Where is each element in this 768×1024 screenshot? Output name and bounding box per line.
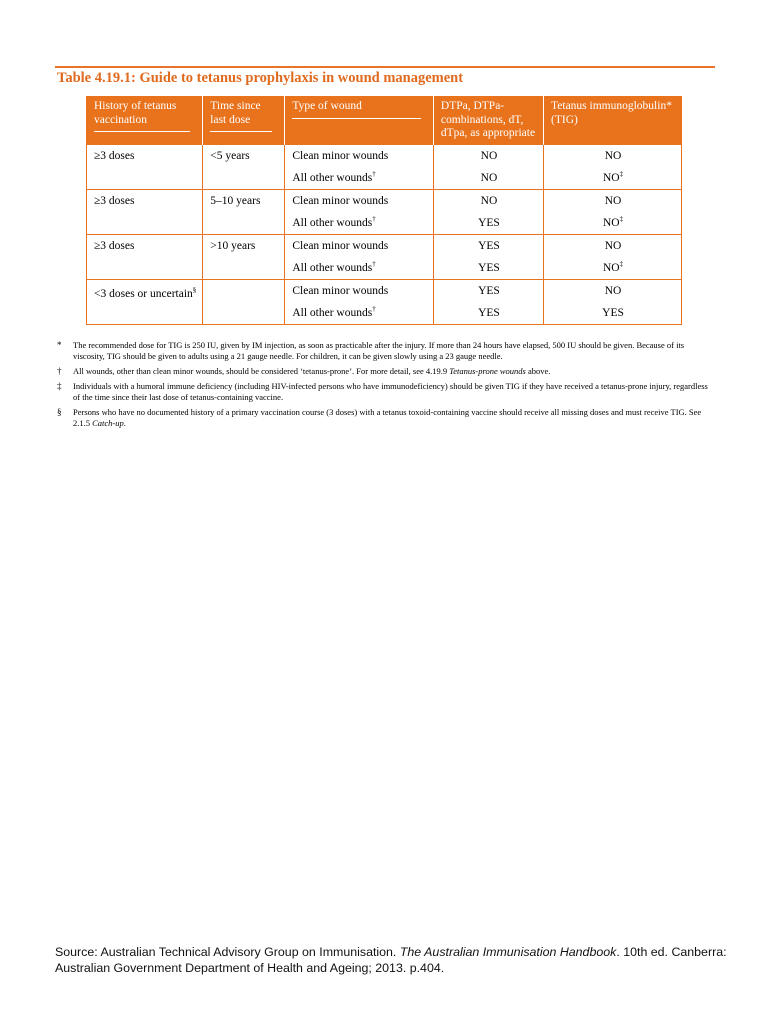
vaccine-value: YES — [478, 216, 500, 229]
tig-cell — [544, 189, 682, 234]
vaccine-value: YES — [478, 306, 500, 319]
tig-line — [551, 145, 675, 167]
source-citation — [55, 944, 735, 976]
time-cell — [203, 234, 285, 279]
tig-cell — [544, 279, 682, 324]
tig-cell — [544, 145, 682, 190]
history-mark: § — [192, 285, 197, 294]
tig-line — [551, 257, 675, 279]
tig-cell — [544, 234, 682, 279]
footnote-symbol: * — [57, 340, 62, 350]
tig-line — [551, 167, 675, 189]
header-tig-label: Tetanus immunoglobulin* (TIG) — [551, 100, 672, 126]
history-value: ≥3 doses — [94, 194, 135, 207]
footnote-body: The recommended dose for TIG is 250 IU, given by IM injection, as soon as practicable after the injury. If more than 24 hours have elapsed, 500 IU should be given. Because of its viscosity, TIG should be given to adults using a 21 gauge needle. For children, it can be given slowly using a 23 gauge needle. — [73, 340, 685, 361]
source-prefix: Source: Australian Technical Advisory Group on Immunisation. — [55, 945, 400, 959]
vaccine-cell — [433, 279, 543, 324]
footnote — [57, 381, 717, 403]
header-wound-type-label: Type of wound — [292, 100, 362, 112]
time-value: <5 years — [210, 149, 250, 162]
table-row — [87, 279, 682, 324]
history-value: <3 doses or uncertain — [94, 287, 193, 300]
tig-value: NO — [602, 216, 620, 229]
wound-cell — [285, 279, 434, 324]
time-cell — [203, 145, 285, 190]
tig-mark: ‡ — [619, 214, 624, 223]
tig-line — [551, 302, 675, 324]
wound-line — [292, 212, 427, 234]
table-row — [87, 234, 682, 279]
history-value: ≥3 doses — [94, 239, 135, 252]
footnote-body: All wounds, other than clean minor wounds, should be considered ‘tetanus-prone’. For more detail, see 4.19.9 — [73, 366, 450, 376]
tig-line — [551, 190, 675, 212]
footnote-symbol: ‡ — [57, 381, 62, 391]
tig-value: NO — [604, 284, 622, 297]
time-value: >10 years — [210, 239, 256, 252]
history-cell — [87, 279, 203, 324]
wound-value: Clean minor wounds — [292, 149, 389, 162]
header-history — [87, 96, 203, 145]
footnote — [57, 366, 717, 377]
wound-line — [292, 235, 427, 257]
wound-line — [292, 257, 427, 279]
wound-mark: † — [372, 259, 376, 268]
wound-value: All other wounds — [292, 261, 373, 274]
vaccine-value: YES — [478, 284, 500, 297]
footnote-symbol: § — [57, 407, 62, 417]
footnote-text — [73, 407, 717, 429]
table-row — [87, 145, 682, 190]
tig-value: NO — [604, 194, 622, 207]
wound-value: Clean minor wounds — [292, 194, 389, 207]
wound-cell — [285, 145, 434, 190]
wound-line — [292, 145, 427, 167]
history-value: ≥3 doses — [94, 149, 135, 162]
footnote-link-text: Catch-up — [92, 418, 124, 428]
source-book-title: The Australian Immunisation Handbook — [399, 945, 617, 959]
table-row — [87, 189, 682, 234]
tig-value: NO — [604, 149, 622, 162]
time-cell — [203, 189, 285, 234]
vaccine-cell — [433, 189, 543, 234]
footnote-text — [73, 366, 717, 377]
time-value: 5–10 years — [210, 194, 261, 207]
footnote — [57, 407, 717, 429]
wound-mark: † — [372, 304, 376, 313]
vaccine-value: NO — [480, 149, 498, 162]
header-tig — [544, 96, 682, 145]
wound-line — [292, 167, 427, 189]
wound-mark: † — [372, 214, 376, 223]
history-cell — [87, 189, 203, 234]
tig-line — [551, 212, 675, 234]
footnote-link-text: Tetanus-prone wounds — [449, 366, 526, 376]
tig-value: NO — [602, 261, 620, 274]
wound-line — [292, 190, 427, 212]
wound-line — [292, 280, 427, 302]
history-line — [94, 280, 196, 301]
footnote-text — [73, 340, 717, 362]
wound-value: Clean minor wounds — [292, 284, 389, 297]
footnote-tail: above. — [525, 366, 551, 376]
tetanus-prophylaxis-table — [86, 96, 682, 325]
wound-line — [292, 302, 427, 324]
header-wound-type — [285, 96, 434, 145]
tig-mark: ‡ — [619, 259, 624, 268]
footnote-body: Persons who have no documented history of a primary vaccination course (3 doses) with a tetanus toxoid-containing vaccine should receive all missing doses and must receive TIG. See 2.1.5 — [73, 407, 702, 428]
header-time-label: Time since last dose — [210, 100, 261, 126]
header-history-label: History of tetanus vaccination — [94, 100, 177, 126]
vaccine-value: YES — [478, 239, 500, 252]
wound-value: All other wounds — [292, 216, 373, 229]
wound-value: All other wounds — [292, 306, 373, 319]
vaccine-value: NO — [480, 171, 498, 184]
vaccine-cell — [433, 145, 543, 190]
wound-value: All other wounds — [292, 171, 373, 184]
source-suffix: . 10th ed. Canberra: Australian Government Department of Health and Ageing; 2013. p.404. — [55, 945, 727, 975]
footnote — [57, 340, 717, 362]
header-vaccine-label: DTPa, DTPa-combinations, dT, dTpa, as appropriate — [440, 100, 536, 139]
header-time — [203, 96, 285, 145]
vaccine-value: NO — [480, 194, 498, 207]
tig-value: NO — [602, 171, 620, 184]
wound-cell — [285, 189, 434, 234]
tig-mark: ‡ — [619, 169, 624, 178]
time-cell — [203, 279, 285, 324]
footnote-text — [73, 381, 717, 403]
header-vaccine — [433, 96, 543, 145]
footnotes — [57, 340, 717, 433]
tig-value: NO — [604, 239, 622, 252]
vaccine-cell — [433, 234, 543, 279]
history-cell — [87, 145, 203, 190]
wound-value: Clean minor wounds — [292, 239, 389, 252]
history-cell — [87, 234, 203, 279]
tig-line — [551, 280, 675, 302]
tig-line — [551, 235, 675, 257]
vaccine-value: YES — [478, 261, 500, 274]
wound-cell — [285, 234, 434, 279]
footnote-body: Individuals with a humoral immune deficiency (including HIV-infected persons who have immunodeficiency) should be given TIG if they have received a tetanus-prone injury, regardless of the time since their last dose of tetanus-containing vaccine. — [73, 381, 708, 402]
time-value — [210, 280, 278, 302]
wound-mark: † — [372, 169, 376, 178]
table-header-row — [87, 96, 682, 145]
footnote-tail: . — [123, 418, 126, 428]
tig-value: YES — [602, 306, 624, 319]
table-title: Table 4.19.1: Guide to tetanus prophylaxis in wound management — [57, 70, 464, 86]
footnote-symbol: † — [57, 366, 62, 376]
top-rule — [55, 66, 715, 68]
